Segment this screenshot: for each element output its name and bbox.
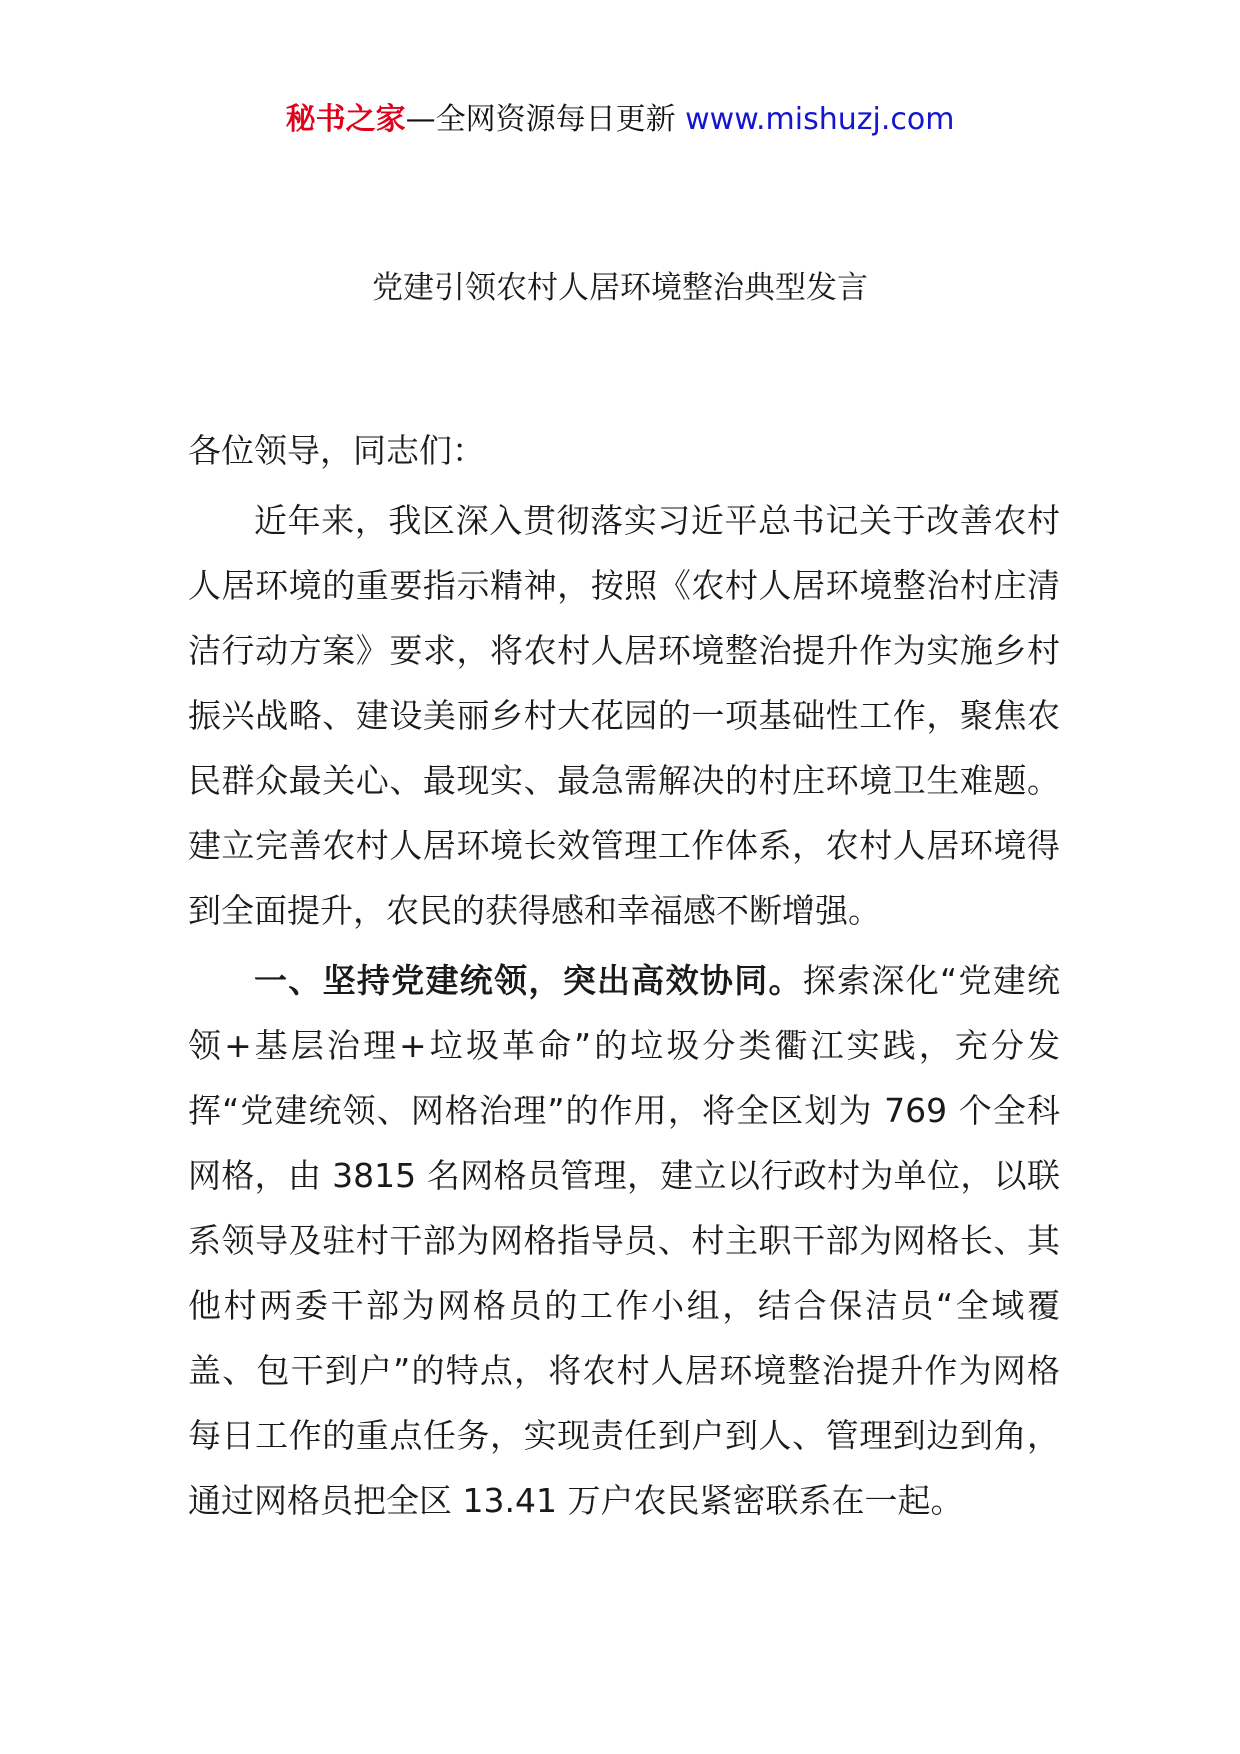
salutation: 各位领导，同志们： xyxy=(188,431,485,470)
section-1-body: 探索深化“党建统领+基层治理+垃圾革命”的垃圾分类衢江实践，充分发挥“党建统领、网格治理”的作用，将全区划为 769 个全科网格，由 3815 名网格员管理，建立以行政村为单位，以联系领导及驻村干部为网格指导员、村主职干部为网格长、其他村两委干部为网格员的工作小组，结合保洁员“全域覆盖、包干到户”的特点，将农村人居环境整治提升作为网格每日工作的重点任务，实现责任到户到人、管理到边到角，通过网格员把全区 13.41 万户农民紧密联系在一起。 xyxy=(188,961,1060,1520)
document-body xyxy=(188,418,1060,1538)
document-title: 党建引领农村人居环境整治典型发言 xyxy=(372,270,868,306)
intro-paragraph: 近年来，我区深入贯彻落实习近平总书记关于改善农村人居环境的重要指示精神，按照《农村人居环境整治村庄清洁行动方案》要求，将农村人居环境整治提升作为实施乡村振兴战略、建设美丽乡村大花园的一项基础性工作，聚焦农民群众最关心、最现实、最急需解决的村庄环境卫生难题。建立完善农村人居环境长效管理工作体系，农村人居环境得到全面提升，农民的获得感和幸福感不断增强。 xyxy=(188,501,1060,930)
section-1-paragraph xyxy=(188,948,1060,1533)
header-tagline: —全网资源每日更新 xyxy=(405,102,676,137)
section-1-heading: 一、坚持党建统领，突出高效协同。 xyxy=(254,961,803,1000)
site-header xyxy=(0,100,1240,140)
brand-name: 秘书之家 xyxy=(285,102,406,137)
site-url-link[interactable]: www.mishuzj.com xyxy=(685,102,955,137)
